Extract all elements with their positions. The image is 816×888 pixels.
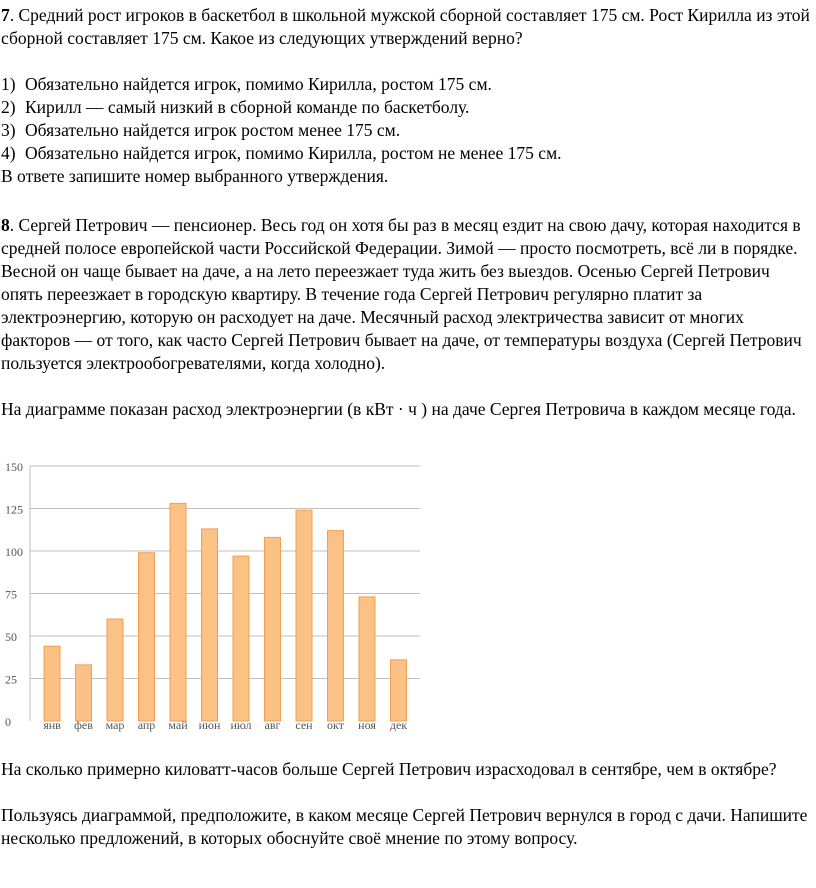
chart-x-tick-labels [43,718,407,732]
task-8-statement [1,214,813,375]
bar-авг [265,537,281,721]
y-tick-label: 75 [5,587,17,602]
chart-bars [44,503,407,721]
x-tick-label: окт [327,718,344,732]
option-2: 2) Кирилл — самый низкий в сборной команде по баскетболу. [1,97,470,117]
y-tick-label: 125 [5,502,23,517]
y-tick-label: 150 [5,460,23,474]
x-tick-label: фев [74,718,93,732]
task-7-answer-note: В ответе запишите номер выбранного утверждения. [1,166,389,186]
bar-фев [76,665,92,721]
task-8-number: 8 [1,215,10,235]
task-7-text: . Средний рост игроков в баскетбол в школьной мужской сборной составляет 175 см. Рост Кирилла из этой сборной составляет 175 см. Какое из следующих утверждений верно? [1,5,810,48]
x-tick-label: апр [137,718,156,732]
task-8-text: . Сергей Петрович — пенсионер. Весь год он хотя бы раз в месяц ездит на свою дачу, которая находится в средней полосе европейской части Российской Федерации. Зимой — просто посмотреть, всё ли в порядке. Весной он чаще бывает на даче, а на лето переезжает туда жить без выездов. Осенью Сергей Петрович опять переезжает в городскую квартиру. В течение года Сергей Петрович регулярно платит за электроэнергию, которую он расходует на даче. Месячный расход электричества зависит от многих факторов — от того, как часто Сергей Петрович бывает на даче, от температуры воздуха (Сергей Петрович пользуется электрообогревателями, когда холодно). [1,215,802,373]
bar-мар [107,619,123,721]
y-tick-label: 0 [5,715,11,729]
bar-ноя [359,597,375,721]
electricity-bar-chart [0,458,430,750]
bar-май [170,503,186,721]
y-tick-label: 100 [5,545,23,559]
chart-intro: На диаграмме показан расход электроэнергии (в кВт · ч ) на даче Сергея Петровича в каждом месяце года. [1,399,796,419]
x-tick-label: мар [105,718,125,732]
option-4: 4) Обязательно найдется игрок, помимо Кирилла, ростом не менее 175 см. [1,143,562,163]
x-tick-label: ноя [358,718,376,732]
bar-окт [328,531,344,721]
y-tick-label: 25 [5,672,17,687]
x-tick-label: янв [43,718,61,732]
task-7-statement [1,4,813,50]
bar-июн [202,529,218,721]
task-7 [1,4,813,188]
bar-апр [139,553,155,721]
chart-y-tick-labels [5,460,23,729]
question-1: На сколько примерно киловатт-часов больше Сергей Петрович израсходовал в сентябре, чем в октябре? [1,759,777,779]
y-tick-label: 50 [5,630,17,644]
x-tick-label: июн [198,718,221,732]
question-2: Пользуясь диаграммой, предположите, в каком месяце Сергей Петрович вернулся в город с дачи. Напишите несколько предложений, в которых обоснуйте своё мнение по этому вопросу. [1,805,808,848]
x-tick-label: сен [295,718,313,732]
x-tick-label: май [168,718,188,732]
task-8-questions [1,758,813,850]
task-7-options [1,73,813,165]
option-3: 3) Обязательно найдется игрок ростом менее 175 см. [1,120,401,140]
x-tick-label: дек [389,718,408,732]
bar-дек [391,660,407,721]
option-1: 1) Обязательно найдется игрок, помимо Кирилла, ростом 175 см. [1,74,492,94]
task-7-number: 7 [1,5,10,25]
bar-июл [233,556,249,721]
bar-сен [296,510,312,721]
x-tick-label: июл [230,718,252,732]
task-8 [1,214,813,421]
bar-янв [44,646,60,721]
x-tick-label: авг [264,718,281,732]
